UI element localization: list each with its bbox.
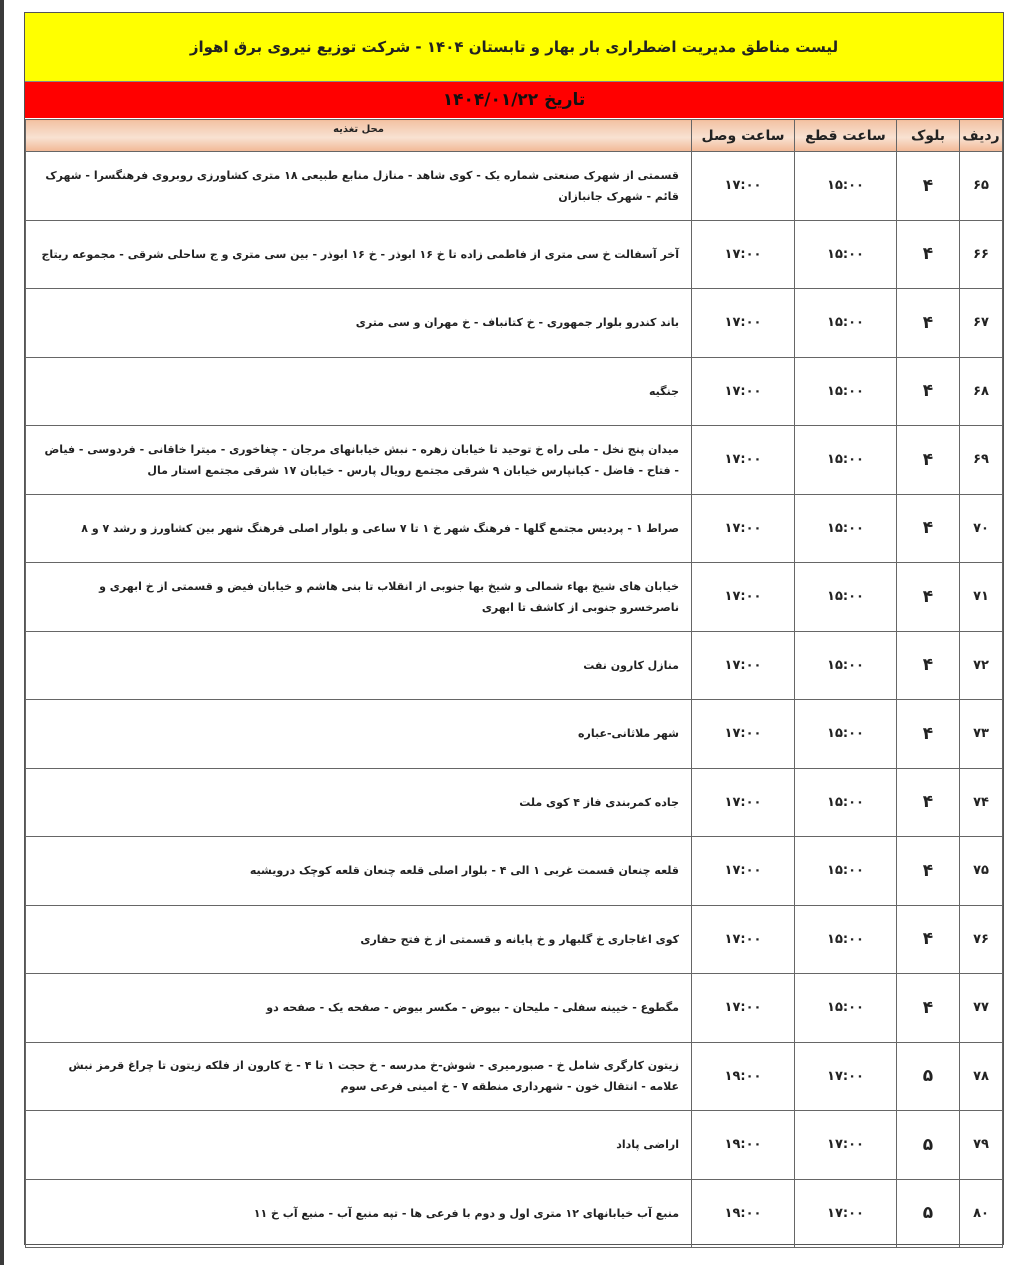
connect-time: ۱۹:۰۰: [692, 1042, 795, 1111]
location-text: صراط ۱ - پردیس مجتمع گلها - فرهنگ شهر خ ۱ تا ۷ ساعی و بلوار اصلی فرهنگ شهر بین کشاورز و رشد ۷ و ۸: [26, 494, 692, 563]
table-row: [26, 357, 1003, 426]
location-text: میدان پنج نخل - ملی راه خ توحید تا خیابان زهره - نبش خیابانهای مرجان - چغاخوری - میترا خاقانی - فردوسی - فیاض - فتاح - فاضل - کیانپارس خیابان ۹ شرقی مجتمع رویال پارس - خیابان ۱۷ شرقی مجتمع استار مال: [26, 426, 692, 495]
table-row: [26, 631, 1003, 700]
block-number: ۴: [897, 631, 960, 700]
block-number: ۵: [897, 1042, 960, 1111]
cut-time: ۱۵:۰۰: [795, 905, 897, 974]
connect-time: ۱۷:۰۰: [692, 905, 795, 974]
block-number: ۴: [897, 768, 960, 837]
connect-time: ۱۹:۰۰: [692, 1179, 795, 1248]
connect-time: ۱۷:۰۰: [692, 426, 795, 495]
row-number: ۷۲: [960, 631, 1003, 700]
row-number: ۷۷: [960, 974, 1003, 1043]
location-text: خیابان های شیخ بهاء شمالی و شیخ بها جنوبی از انقلاب تا بنی هاشم و خیابان فیض و قسمتی از خ ابهری و ناصرخسرو جنوبی از کاشف تا ابهری: [26, 563, 692, 632]
row-number: ۷۳: [960, 700, 1003, 769]
location-text: منازل کارون نفت: [26, 631, 692, 700]
connect-time: ۱۷:۰۰: [692, 220, 795, 289]
page-title: لیست مناطق مدیریت اضطراری بار بهار و تابستان ۱۴۰۴ - شرکت توزیع نیروی برق اهواز: [25, 13, 1003, 82]
table-row: [26, 220, 1003, 289]
cut-time: ۱۷:۰۰: [795, 1179, 897, 1248]
table-row: [26, 1042, 1003, 1111]
header-location: محل تغذیه: [26, 120, 692, 152]
block-number: ۵: [897, 1111, 960, 1180]
header-block: بلوک: [897, 120, 960, 152]
location-text: باند کندرو بلوار جمهوری - خ کتانباف - خ مهران و سی متری: [26, 289, 692, 358]
header-connect-time: ساعت وصل: [692, 120, 795, 152]
table-row: [26, 289, 1003, 358]
table-row: [26, 837, 1003, 906]
row-number: ۷۴: [960, 768, 1003, 837]
cut-time: ۱۵:۰۰: [795, 220, 897, 289]
screen-edge: [0, 0, 4, 1265]
row-number: ۶۸: [960, 357, 1003, 426]
location-text: منبع آب خیابانهای ۱۲ متری اول و دوم با فرعی ها - تپه منبع آب - منبع آب خ ۱۱: [26, 1179, 692, 1248]
block-number: ۴: [897, 700, 960, 769]
table-row: [26, 426, 1003, 495]
block-number: ۴: [897, 563, 960, 632]
location-text: جنگیه: [26, 357, 692, 426]
cut-time: ۱۵:۰۰: [795, 974, 897, 1043]
outage-table: [25, 119, 1003, 1248]
location-text: قسمتی از شهرک صنعتی شماره یک - کوی شاهد - منازل منابع طبیعی ۱۸ متری کشاورزی روبروی فرهنگسرا - شهرک قائم - شهرک جانبازان: [26, 152, 692, 221]
cut-time: ۱۵:۰۰: [795, 631, 897, 700]
block-number: ۴: [897, 152, 960, 221]
header-row-number: ردیف: [960, 120, 1003, 152]
location-text: شهر ملاثانی-عباره: [26, 700, 692, 769]
connect-time: ۱۷:۰۰: [692, 563, 795, 632]
cut-time: ۱۵:۰۰: [795, 152, 897, 221]
table-row: [26, 563, 1003, 632]
block-number: ۴: [897, 974, 960, 1043]
row-number: ۶۹: [960, 426, 1003, 495]
outage-schedule-sheet: [24, 12, 1004, 1245]
connect-time: ۱۷:۰۰: [692, 837, 795, 906]
connect-time: ۱۹:۰۰: [692, 1111, 795, 1180]
cut-time: ۱۵:۰۰: [795, 426, 897, 495]
row-number: ۷۶: [960, 905, 1003, 974]
cut-time: ۱۷:۰۰: [795, 1111, 897, 1180]
table-header-row: [26, 120, 1003, 152]
cut-time: ۱۵:۰۰: [795, 837, 897, 906]
location-text: مگطوع - خیینه سفلی - ملیحان - بیوض - مکسر بیوض - صفحه یک - صفحه دو: [26, 974, 692, 1043]
table-row: [26, 974, 1003, 1043]
table-row: [26, 1179, 1003, 1248]
row-number: ۷۰: [960, 494, 1003, 563]
location-text: کوی اغاجاری خ گلبهار و خ پایانه و قسمتی از خ فتح حفاری: [26, 905, 692, 974]
cut-time: ۱۵:۰۰: [795, 289, 897, 358]
row-number: ۶۷: [960, 289, 1003, 358]
schedule-date: تاریخ ۱۴۰۴/۰۱/۲۲: [25, 82, 1003, 118]
connect-time: ۱۷:۰۰: [692, 631, 795, 700]
connect-time: ۱۷:۰۰: [692, 700, 795, 769]
block-number: ۴: [897, 289, 960, 358]
connect-time: ۱۷:۰۰: [692, 494, 795, 563]
cut-time: ۱۵:۰۰: [795, 768, 897, 837]
table-row: [26, 768, 1003, 837]
block-number: ۴: [897, 837, 960, 906]
row-number: ۶۶: [960, 220, 1003, 289]
row-number: ۷۵: [960, 837, 1003, 906]
block-number: ۴: [897, 220, 960, 289]
table-row: [26, 152, 1003, 221]
cut-time: ۱۵:۰۰: [795, 357, 897, 426]
cut-time: ۱۷:۰۰: [795, 1042, 897, 1111]
location-text: اراضی پاداد: [26, 1111, 692, 1180]
block-number: ۴: [897, 357, 960, 426]
connect-time: ۱۷:۰۰: [692, 974, 795, 1043]
connect-time: ۱۷:۰۰: [692, 768, 795, 837]
cut-time: ۱۵:۰۰: [795, 700, 897, 769]
block-number: ۴: [897, 905, 960, 974]
block-number: ۵: [897, 1179, 960, 1248]
connect-time: ۱۷:۰۰: [692, 289, 795, 358]
table-row: [26, 905, 1003, 974]
table-row: [26, 1111, 1003, 1180]
row-number: ۷۱: [960, 563, 1003, 632]
row-number: ۶۵: [960, 152, 1003, 221]
row-number: ۷۸: [960, 1042, 1003, 1111]
cut-time: ۱۵:۰۰: [795, 563, 897, 632]
header-cut-time: ساعت قطع: [795, 120, 897, 152]
location-text: قلعه چنعان قسمت غربی ۱ الی ۴ - بلوار اصلی قلعه چنعان قلعه کوچک درویشیه: [26, 837, 692, 906]
cut-time: ۱۵:۰۰: [795, 494, 897, 563]
location-text: آخر آسفالت خ سی متری از فاطمی زاده تا خ ۱۶ ابوذر - خ ۱۶ ابوذر - بین سی متری و ج ساحلی شرقی - مجموعه ریتاج: [26, 220, 692, 289]
connect-time: ۱۷:۰۰: [692, 357, 795, 426]
block-number: ۴: [897, 426, 960, 495]
block-number: ۴: [897, 494, 960, 563]
table-row: [26, 700, 1003, 769]
row-number: ۸۰: [960, 1179, 1003, 1248]
table-row: [26, 494, 1003, 563]
row-number: ۷۹: [960, 1111, 1003, 1180]
location-text: جاده کمربندی فاز ۴ کوی ملت: [26, 768, 692, 837]
connect-time: ۱۷:۰۰: [692, 152, 795, 221]
location-text: زیتون کارگری شامل خ - صبورمیری - شوش-خ مدرسه - خ حجت ۱ تا ۴ - خ کارون از فلکه زیتون تا چراغ قرمز نبش علامه - انتقال خون - شهرداری منطقه ۷ - خ امینی فرعی سوم: [26, 1042, 692, 1111]
